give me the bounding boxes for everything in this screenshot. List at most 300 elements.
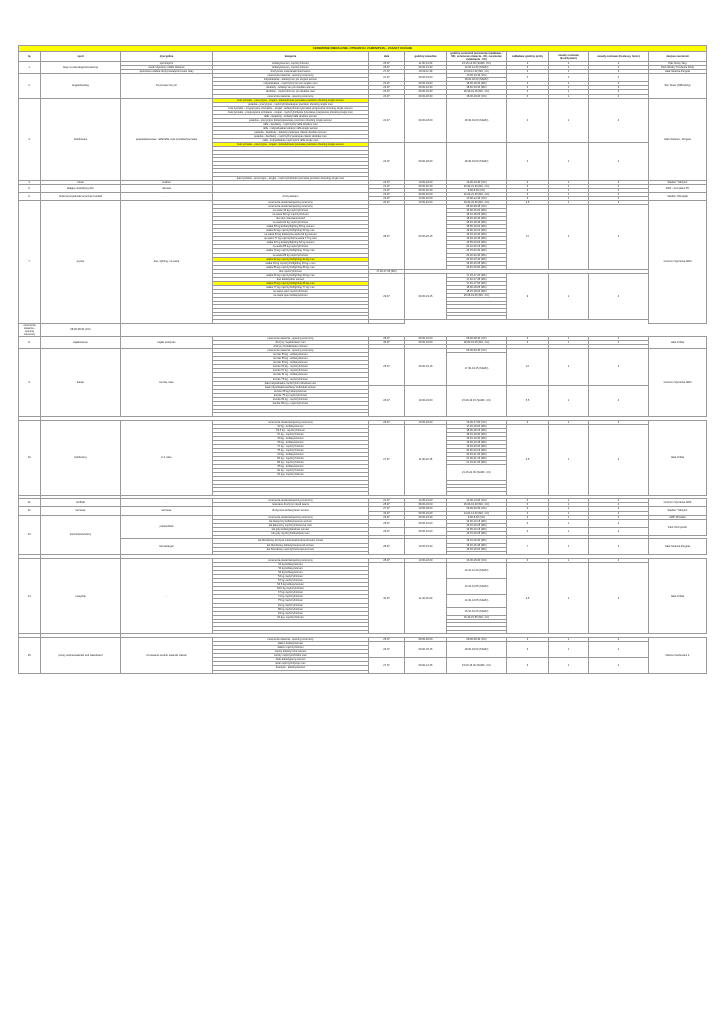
table-cell: duo, fighting, ne-waza — [121, 200, 213, 323]
table-cell: Centrum Sportowe AEM — [649, 349, 707, 417]
table-cell: 2. — [19, 74, 41, 98]
table-cell: Hala Stulecia - Pergola — [649, 98, 707, 180]
table-cell: 28.07 — [369, 558, 405, 562]
table-cell: deublety - kobiety/ ten pin doubles women — [213, 86, 369, 90]
table-cell: indywidualnie - mężczyźni/ ten pin singles men — [213, 82, 369, 86]
table-cell: 15.30-15.45 (MC) — [447, 543, 507, 547]
table-cell: 16.00-17.00 (OC) — [447, 420, 507, 424]
table-cell: 18.10-18.25 (MC) — [447, 213, 507, 217]
table-cell: walka 62 kg kobiety/fighting 62 kg women — [213, 241, 369, 245]
table-cell: ultimate — [121, 184, 213, 192]
table-cell: indywidualnie - kobiety/ ten pin singles women — [213, 78, 369, 82]
table-cell: walka 55 kg mężczyźni/fighting 55 kg men — [213, 281, 369, 285]
table-cell: 4 — [589, 188, 649, 192]
table-cell: 3 — [507, 638, 549, 642]
table-cell: 1 — [549, 349, 589, 385]
ceremonies-table — [18, 45, 707, 674]
column-header: godziny ceremonii (ceremonie medalowe - MC, ceremonie otwarcia - OC, ceremonie zamknięcia - CC) — [447, 52, 507, 62]
table-cell: 21.07 — [369, 188, 405, 192]
table-cell: ceremonia otwarcia/opening ceremony — [213, 499, 369, 503]
table-cell: 08.00-08.45 (OC) — [447, 204, 507, 208]
table-cell: Hala Stulecia Pergola — [649, 70, 707, 74]
table-cell: ne-waza 62 kg mężczyźni/men — [213, 221, 369, 225]
table-cell: 17.00-17.05 (MC) — [369, 269, 405, 273]
table-cell: 30.07 — [369, 341, 405, 345]
table-cell: 11.00-13.00 — [405, 62, 447, 66]
table-cell: 22.07 — [369, 94, 405, 98]
table-cell: 13.00-22.00 — [405, 558, 447, 562]
table-cell: 09.00-20.30 — [405, 184, 447, 188]
table-cell: 7. — [19, 200, 41, 323]
table-cell: 4 — [589, 66, 649, 70]
table-cell: Park Wodny Trzebnica Zdrój — [649, 66, 707, 70]
table-cell: 4 — [589, 273, 649, 319]
table-cell: kumite 67 kg - mężczyźni/men — [213, 369, 369, 373]
table-cell: 4 — [507, 74, 549, 82]
table-cell: 17.30-19.15 (SAMC) — [447, 353, 507, 385]
table-cell: 16.00-16.20 (MC, CC) — [447, 503, 507, 507]
table-cell: 1 — [549, 184, 589, 188]
table-cell: 16.30-16.35 (MC) — [447, 261, 507, 265]
table-cell: Hala Orbita — [649, 558, 707, 633]
table-cell: łuk bloczkowy kobiety/compound women — [213, 543, 369, 547]
table-cell: 54 kg kobiety/women — [213, 567, 369, 571]
table-cell: 17.45-17.50 (MC) — [447, 281, 507, 285]
table-cell: 3 — [507, 337, 549, 341]
table-cell: 17.40-17.45 (MC) — [447, 277, 507, 281]
table-cell: 51 kg kobiety/women — [213, 563, 369, 567]
table-cell: 1 — [549, 527, 589, 535]
table-cell: 1 — [549, 563, 589, 634]
table-cell: 20.00-20.15 (MC) — [447, 448, 507, 452]
table-cell: 1 — [549, 62, 589, 66]
table-cell: 20.30-20.40 (MC) — [447, 257, 507, 261]
table-cell: 09.00-18.00 — [405, 98, 447, 143]
table-cell: 20.10-20.15 (MC) — [447, 245, 507, 249]
table-cell: outdoor — [121, 180, 213, 184]
table-cell: 09.00-19.00 — [405, 337, 447, 341]
table-cell: 81 kg mężczyźni/men — [213, 603, 369, 607]
table-cell: 1 — [549, 74, 589, 82]
table-cell: Park Szczytnicki — [649, 519, 707, 535]
table-cell: 09.00-20.00 — [405, 192, 447, 196]
table-cell: 19.00-19.30 (OC) — [447, 180, 507, 184]
table-cell — [447, 491, 507, 495]
table-cell: 3 — [507, 192, 549, 196]
table-cell: 12 — [507, 349, 549, 385]
table-cell: 26.07 — [369, 642, 405, 658]
table-cell: kobiety/women, mężczyźni/men — [213, 62, 369, 66]
table-cell: 15.00-15.40 (SAMC, CC) — [447, 658, 507, 674]
table-cell: futsal — [41, 180, 121, 184]
table-cell: 20.15-20.30 (MC) — [447, 249, 507, 253]
table-cell: 18.30-19.00 (SAMC) — [447, 143, 507, 181]
table-cell: 16.00-16.15 (MC) — [447, 519, 507, 523]
table-cell: 57 kg mężczyźni/men — [213, 579, 369, 583]
table-cell: 5,5 — [507, 385, 549, 416]
table-cell: 54 kg mężczyźni/men — [213, 575, 369, 579]
table-cell: 18.00-18.30 (MC) — [447, 82, 507, 86]
table-cell: zorrowanie wodne/ waterski classic — [121, 638, 213, 674]
table-cell: 22.07 — [369, 82, 405, 86]
table-cell — [213, 551, 369, 555]
table-cell: 19.00-22.30 (MC, CC) — [447, 200, 507, 204]
table-cell: 21.07 — [369, 74, 405, 82]
table-cell: 10.00-22.00 — [405, 180, 447, 184]
table-cell: 4 — [589, 86, 649, 90]
table-cell: 3 — [507, 499, 549, 503]
table-cell: ne-waza open kobiety/women — [213, 293, 369, 297]
table-cell: 67 kg - mężczyźni/men — [213, 432, 369, 436]
table-cell: 1 — [549, 507, 589, 511]
table-cell: 10.00-11.30 — [405, 70, 447, 74]
table-cell: 52 kg - kobiety/women — [213, 424, 369, 428]
table-cell: kumite 60 kg - kobiety/women — [213, 361, 369, 365]
table-cell — [213, 184, 369, 192]
table-cell: mieszane drużyny/ mixed teams — [213, 503, 369, 507]
table-cell: 3 — [507, 180, 549, 184]
table-cell: 18.00-18.05 (MC) — [447, 285, 507, 289]
table-cell: 18.00-19.00 (MC, CC) — [447, 341, 507, 345]
table-cell: 09.00-19.30 — [405, 90, 447, 94]
table-cell: bule/boules — [41, 98, 121, 180]
table-cell: 8.00-8.30 (OC) — [447, 515, 507, 519]
table-cell: 15.15-15.30 (MC) — [447, 539, 507, 543]
table-cell: 10.00-10.30 (OC) — [447, 74, 507, 78]
table-cell: 3 — [507, 62, 549, 66]
table-cell: 4 — [507, 98, 549, 143]
table-cell: 4 — [507, 70, 549, 74]
table-cell: petanka/petanque, raffa/raffa, bule lyońskie/lyonnaise — [121, 98, 213, 180]
table-cell: 18.00-18.20 (SAMC) — [447, 78, 507, 82]
table-cell: ne-waza 85 kg mężczyźni/men — [213, 245, 369, 249]
table-cell: 10.00-18.00 — [405, 507, 447, 511]
schedule-sheet — [18, 45, 706, 674]
table-cell: korfball — [41, 499, 121, 507]
table-cell: 27.07 — [369, 424, 405, 495]
table-cell: ceremonia otwarcia - opening ceremony — [213, 337, 369, 341]
table-cell: 24.07 — [369, 143, 405, 181]
table-cell: 71 kg mężczyźni/men — [213, 595, 369, 599]
table-cell: 19.55-20.00 (MC) — [447, 241, 507, 245]
table-cell: 23.07 — [369, 86, 405, 90]
table-cell: 86 kg mężczyźni/men — [213, 607, 369, 611]
table-cell: kumite 61 kg - kobiety/women — [213, 373, 369, 377]
table-cell: 1 — [549, 341, 589, 345]
table-cell: walka 55 kg kobiety/fighting 55 kg women — [213, 225, 369, 229]
table-cell: ne-waza 56 kg/ mężczyźni/men — [213, 213, 369, 217]
table-cell: 60 kg kobiety/women — [213, 571, 369, 575]
table-cell: 19.40-19.45 (MC) — [447, 237, 507, 241]
table-cell: lacrosse — [41, 507, 121, 515]
table-cell: 18.00-18.15 (MC) — [447, 428, 507, 432]
table-cell: drużyna/team — [213, 192, 369, 200]
table-cell: 4 — [589, 558, 649, 562]
table-cell: 20.45-21.00 (MC) — [447, 452, 507, 456]
table-cell — [213, 670, 369, 674]
table-cell: Hala Orbita — [649, 420, 707, 495]
table-cell: 19.15-19.30 (MC) — [447, 436, 507, 440]
table-cell: 4 — [589, 638, 649, 642]
table-cell: kręgle/bowling — [41, 74, 121, 98]
table-cell: drużynowo kobiety/team women — [213, 507, 369, 515]
table-cell: ceremonia otwarcia/opening ceremony — [213, 420, 369, 424]
table-cell: 4 — [589, 82, 649, 86]
table-cell: 1 — [549, 499, 589, 503]
table-cell: 3 — [507, 184, 549, 188]
table-cell: skok mężczyźni/jump men — [213, 662, 369, 666]
table-cell: raffa - indywidualnie mężczyźni/ raffa single men — [213, 139, 369, 143]
table-cell: średni dystans/ middle distance — [121, 66, 213, 70]
table-cell: 63,5 kg kobiety/women — [213, 583, 369, 587]
table-cell: 1 — [549, 658, 589, 674]
table-cell: ceremonia otwarcia/opening ceremony — [213, 515, 369, 519]
table-cell: kumite 60 kg - mężczyźni/men — [213, 365, 369, 369]
table-cell: raffa - deubletty - kobiety/raffa doubles women — [213, 114, 369, 118]
table-cell: 25.07 — [369, 503, 405, 507]
table-cell: 20.00-21.30 (MC, CC) — [447, 184, 507, 188]
table-cell: 60 kg - kobiety/women — [213, 436, 369, 440]
table-cell: 22.07 — [369, 98, 405, 143]
table-cell: 10 pinowe/ ten pin — [121, 74, 213, 98]
table-cell — [447, 316, 507, 320]
table-cell: latający dysk/flying disc — [41, 184, 121, 192]
table-cell: 1 — [549, 180, 589, 184]
table-cell: 75 kg - mężczyźni/men — [213, 448, 369, 452]
table-cell: muaythai — [41, 558, 121, 633]
table-cell: 19.30-19.45 (MC) — [447, 440, 507, 444]
table-cell: 71 kg - mężczyźni/men — [213, 444, 369, 448]
table-cell: skok kobiety/jump women — [213, 658, 369, 662]
table-cell: 75 kg mężczyźni/men — [213, 599, 369, 603]
table-cell: 4 — [589, 658, 649, 674]
table-cell: 4 — [589, 184, 649, 188]
table-cell: ne-waza open mężczyźni/men — [213, 289, 369, 293]
table-cell: 20.20-21.30 (MC, CC) — [447, 192, 507, 196]
table-cell: 28.07 — [369, 337, 405, 341]
table-cell: 13.00-22.00 — [405, 196, 447, 200]
table-cell: 3 — [507, 527, 549, 535]
table-cell: 4 — [589, 385, 649, 416]
table-cell: bule lyońskie - progresywne strzelanie - singiel - kobiety/boule lyonnaise progressive shooting single women — [213, 106, 369, 110]
table-cell: 1 — [549, 539, 589, 555]
table-cell: 4 — [507, 143, 549, 181]
table-cell: 4 — [589, 180, 649, 184]
table-cell: 3 — [507, 66, 549, 70]
table-cell: sprint/sprint — [121, 62, 213, 66]
table-cell: 4 — [589, 196, 649, 200]
table-cell: 21.00-21.15 (MC) — [447, 457, 507, 461]
table-cell: 11.30-16.00 — [405, 563, 447, 634]
table-cell: ceremonia otwarcia - opening ceremony — [19, 323, 41, 336]
table-cell: 28.07 — [369, 204, 405, 269]
table-cell: 1 — [549, 204, 589, 269]
table-cell: 09.00-16.00 — [405, 519, 447, 527]
table-cell: 09.00-14.45 — [405, 658, 447, 674]
table-cell: 3 — [507, 658, 549, 674]
table-cell: 8. — [19, 337, 41, 349]
table-cell: 25.07 — [369, 519, 405, 527]
table-cell: 4 — [589, 341, 649, 345]
table-cell: 19.00-19.10 (MC) — [447, 229, 507, 233]
table-cell: 08.00-08.30 (OC) — [41, 323, 121, 336]
table-cell: 18.30-19.15 (MC, CC) — [447, 90, 507, 94]
table-cell: 1 — [549, 70, 589, 74]
column-header: data — [369, 52, 405, 62]
table-cell: 09.00-09.30 (OC) — [447, 349, 507, 353]
table-cell: kumite, kata — [121, 349, 213, 417]
table-cell: 16.00-16.20 (MC) — [447, 209, 507, 213]
table-cell: 86 kg - mężczyźni/men — [213, 461, 369, 465]
table-cell: walka 62 kg mężczyźni/fighting 62 kg men — [213, 229, 369, 233]
table-cell: 10.00-19.00 — [405, 385, 447, 416]
table-cell: 10.00-20.00 — [405, 420, 447, 424]
table-cell: 13.00-22.00 — [405, 200, 447, 204]
table-cell: ceremonia otwarcia - opening ceremony — [213, 74, 369, 78]
table-cell: 15.40-15.55 (MC, CC) — [447, 615, 507, 619]
table-cell: 4 — [589, 94, 649, 98]
table-cell: łuk bloczkowy drużyna mieszana/compound team mixed — [213, 539, 369, 543]
table-cell: 25.07 — [369, 349, 405, 385]
table-cell: drużyny męskie/team men — [213, 341, 369, 345]
table-cell: 4 — [589, 90, 649, 94]
table-cell: 4,5 — [507, 424, 549, 495]
table-cell: 09.00-09.30 (OC) — [447, 507, 507, 511]
table-cell: 18.25-18.40 (MC) — [447, 217, 507, 221]
table-cell: 22.07 — [369, 192, 405, 196]
table-cell: 08.00-08.30 (OC) — [447, 638, 507, 642]
table-cell: 08.00-18.00 — [405, 638, 447, 642]
table-cell: 13.15-14.00 (SAMC, OC) — [447, 62, 507, 66]
table-cell: 09.00-19.15 — [405, 273, 447, 319]
table-cell: ne-waza 49 kg mężczyźni/men — [213, 209, 369, 213]
table-cell: bieg na orientację/orienteering — [41, 62, 121, 74]
table-cell: walka 77 kg mężczyźni/fighting 77 kg men — [213, 285, 369, 289]
table-cell: 11 — [507, 204, 549, 269]
table-cell: 4 — [589, 62, 649, 66]
table-cell: 1 — [549, 385, 589, 416]
table-cell: 1 — [549, 90, 589, 94]
table-cell: 15.45-16.00 (MC) — [447, 547, 507, 551]
table-cell: 09.00-18.00 — [405, 143, 447, 181]
table-cell: 9 — [507, 273, 549, 319]
column-header: dyscyplina — [121, 52, 213, 62]
table-cell: 3 — [507, 642, 549, 658]
table-cell: 4 — [589, 539, 649, 555]
table-cell: bule lyońskie - precyzyjne - singiel - mężczyźni/boule lyonnaise precision shooting single men — [213, 176, 369, 180]
table-cell: 4 — [589, 204, 649, 269]
table-cell: 91 kg+ mężczyźni/men — [213, 615, 369, 619]
table-cell: kumite 50 kg - kobiety/women — [213, 353, 369, 357]
table-cell: 7 — [507, 539, 549, 555]
table-cell: 1 — [549, 337, 589, 341]
table-cell: 4 — [589, 507, 649, 511]
table-cell: walka 94 kg mężczyźni/fighting 94 kg+ men — [213, 261, 369, 265]
table-cell: drużynowo mieszana/mixed teams — [213, 70, 369, 74]
table-cell: 26.07 — [369, 385, 405, 416]
table-cell: - — [121, 499, 213, 507]
table-cell: Hala Stulecia Pergola — [649, 539, 707, 555]
table-cell: ceremonia otwarcia - opening ceremony — [213, 638, 369, 642]
table-cell: 3 — [507, 558, 549, 562]
table-cell: 1 — [549, 98, 589, 143]
table-cell: lacrosse — [121, 507, 213, 515]
table-cell: - — [121, 192, 213, 200]
table-cell: walka 94 kg mężczyźni/fighting 94 kg men — [213, 257, 369, 261]
table-cell: AWF - Kompleks PC — [649, 184, 707, 192]
table-cell: 15.10-15.25 (SAMC) — [447, 607, 507, 615]
table-cell: Sky Tower (fixBowling) — [649, 74, 707, 98]
table-cell: bule lyońskie - precyzyjne - singiel - kobiety/boule lyonnaise precision shooting single women — [213, 143, 369, 147]
table-cell: 10. — [19, 420, 41, 495]
table-cell: 22.07 — [369, 196, 405, 200]
table-cell: Stadion "Olimpia" — [649, 507, 707, 515]
table-cell: 3 — [507, 196, 549, 200]
table-cell: AWF Wrocław — [649, 515, 707, 519]
table-cell: 4 — [589, 98, 649, 143]
table-cell: 4 — [589, 143, 649, 181]
table-cell: karate — [41, 349, 121, 417]
table-cell: łuk goły kobiety/barebow women — [213, 527, 369, 531]
table-cell: 4 — [589, 563, 649, 634]
table-cell: 4 — [589, 511, 649, 515]
table-cell: 12. — [19, 507, 41, 515]
table-cell: 3 — [507, 515, 549, 519]
table-cell: 1. — [19, 62, 41, 74]
table-cell: 26.07 — [369, 527, 405, 535]
table-cell: 12.10-12.40 (SAMC) — [447, 563, 507, 579]
column-header: miejsce ceremonii — [649, 52, 707, 62]
table-cell: 13.00-12.30 (OC) — [447, 196, 507, 200]
table-cell: 16.30-15.00 (OC) — [447, 558, 507, 562]
table-cell: 1 — [549, 503, 589, 507]
table-title: CEREMONIE (MEDALOWE, OTWARCIA I ZAMKNIĘCIA) - ZASADY OGÓLNE — [19, 46, 707, 52]
table-cell: 4. — [19, 180, 41, 184]
table-cell: 1 — [549, 143, 589, 181]
table-cell: 3 — [507, 90, 549, 94]
table-cell: futbol amerykański/ american football — [41, 192, 121, 200]
table-cell: 1 — [549, 188, 589, 192]
table-cell: kumite 75 kg mężczyźni/men — [213, 393, 369, 397]
table-cell: 15. — [19, 638, 41, 674]
table-cell: 1 — [549, 196, 589, 200]
table-cell: 63,5 kg mężczyźni/men — [213, 587, 369, 591]
table-cell: 16.05-16.15 (MC) — [447, 527, 507, 531]
column-header: zakładane godziny próby — [507, 52, 549, 62]
table-cell: 1 — [549, 94, 589, 98]
table-cell: 14.30-21.00 — [405, 499, 447, 503]
table-cell: 1 — [549, 424, 589, 495]
table-cell: petanka - precyzyjne - mężczyźni/petanque precision shooting single men — [213, 102, 369, 106]
table-cell: 1 — [549, 642, 589, 658]
table-cell: 16.45-16.50 (MC) — [447, 265, 507, 269]
table-cell: 4 — [589, 74, 649, 82]
table-cell — [447, 630, 507, 634]
table-cell: 13.30-14.00 (OC) — [447, 499, 507, 503]
table-cell: Stadion "Olimpia" — [649, 180, 707, 184]
table-cell: tarcza/target — [121, 539, 213, 555]
table-cell: ceremonia otwarcia/opening ceremony — [213, 204, 369, 208]
table-cell: 56 kg - kobiety/women — [213, 440, 369, 444]
table-cell: kobiety/women, mężczyźni/men — [213, 66, 369, 70]
column-header: kategoria — [213, 52, 369, 62]
header-row — [19, 52, 707, 62]
table-cell: kumite 84 kg - mężczyźni/men — [213, 397, 369, 401]
table-cell: ne-waza 85 kg mężczyźni/men — [213, 253, 369, 257]
table-cell: 63,5 kg - mężczyźni/men — [213, 428, 369, 432]
table-cell: Centrum Sportowe AEM — [649, 200, 707, 323]
table-cell: 22.07 — [369, 180, 405, 184]
